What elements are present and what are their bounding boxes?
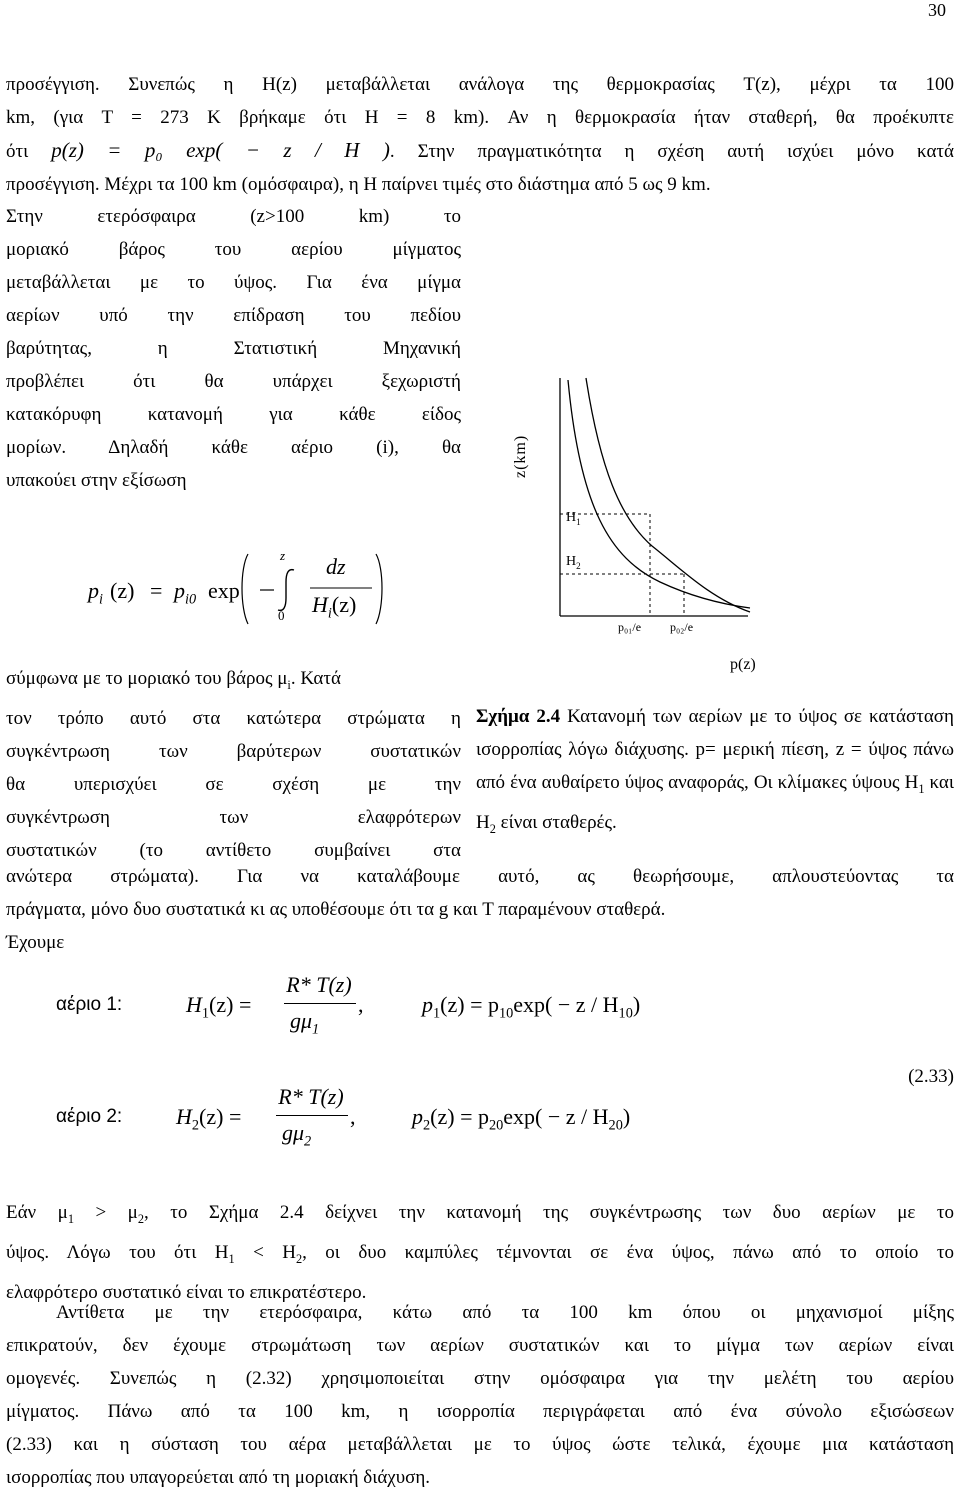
text-line: ελαφρότερο συστατικό είναι το επικρατέστερο. bbox=[6, 1281, 367, 1303]
formula-p-i0: $p_{i0}$ bbox=[174, 578, 197, 608]
text-line: σύμφωνα με το μοριακό του βάρος $\mu_i$. Κατά bbox=[6, 668, 341, 692]
fraction-denominator: $H_i(z)$ bbox=[312, 592, 357, 622]
h1-label: $H_1$ bbox=[566, 510, 581, 527]
text-line: κατακόρυφη κατανομή για κάθε είδος bbox=[6, 404, 461, 425]
text-line: μοριακό βάρος του αερίου μίγματος bbox=[6, 239, 461, 260]
gas-2-numerator: R* T(z) bbox=[278, 1084, 344, 1109]
caption-text: Κατανομή των αερίων με το ύψος σε κατάσταση ισορροπίας λόγω διάχυσης. p= μερική πίεση, z = ύψος πάνω από ένα αυθαίρετο ύψος αναφοράς, Οι κλίμακες ύψους H bbox=[476, 706, 954, 793]
gas-1-fraction-bar bbox=[284, 1003, 356, 1004]
gas-2-pressure: $p_2(z) = p_{20}\exp( - z / H_{20})$ bbox=[412, 1104, 631, 1134]
formula-lhs: $p_i$ bbox=[88, 578, 103, 608]
gas-2-denominator: $g\mu_2$ bbox=[282, 1120, 312, 1150]
y-axis-label: z(km) bbox=[512, 434, 529, 478]
paragraph-homosphere bbox=[6, 1296, 954, 1494]
inline-formula: p(z) = p₀ exp( − z / H ) bbox=[51, 138, 390, 162]
text-line: ύψος. Λόγω του ότι $H_1 < H_2$, οι δυο καμπύλες τέμνονται σε ένα ύψος, πάνω από το οποίο το bbox=[6, 1241, 955, 1266]
text-line: Στην ετερόσφαιρα (z>100 km) το bbox=[6, 206, 461, 227]
text-line: μεταβάλλεται με το ύψος. Για ένα μίγμα bbox=[6, 272, 461, 293]
formula-equals: = bbox=[150, 578, 163, 603]
formula-exp: exp bbox=[208, 578, 240, 603]
text-line: μορίων. Δηλαδή κάθε αέριο (i), θα bbox=[6, 437, 461, 458]
gas-1-comma: , bbox=[358, 992, 364, 1017]
paragraph-molecular-weight bbox=[6, 662, 461, 867]
gas-1-pressure: $p_1(z) = p_{10}\exp( - z / H_{10})$ bbox=[422, 992, 641, 1022]
text-line: τον τρόπο αυτό στα κατώτερα στρώματα η bbox=[6, 707, 461, 729]
paragraph-heterosphere bbox=[6, 200, 461, 497]
text-line: μίγματος. Πάνω από τα 100 km, η ισορροπία περιγράφεται από ένα σύνολο εξισώσεων bbox=[6, 1401, 954, 1422]
paragraph-continuation bbox=[6, 860, 954, 959]
text-fragment: . Στην πραγματικότητα η σχέση αυτή ισχύει μόνο κατά bbox=[389, 141, 954, 162]
figure-plot bbox=[520, 368, 760, 698]
text-line: υπακούει στην εξίσωση bbox=[6, 470, 187, 491]
equation-gas-1 bbox=[56, 966, 716, 1046]
p02-label: p₀₂/e bbox=[670, 620, 694, 634]
text-line: αερίων υπό την επίδραση του πεδίου bbox=[6, 305, 461, 326]
curve-gas-1 bbox=[586, 378, 750, 612]
gas-1-label: αέριο 1: bbox=[56, 994, 123, 1015]
text-line: Εάν $\mu_1 > \mu_2$, το Σχήμα 2.4 δείχνει την κατανομή της συγκέντρωσης των δυο αερίων με το bbox=[6, 1202, 954, 1226]
text-line: προσέγγιση. Μέχρι τα 100 km (ομόσφαιρα), η H παίρνει τιμές στο διάστημα από 5 ως 9 km. bbox=[6, 174, 711, 195]
text-line: km, (για T = 273 K βρήκαμε ότι H = 8 km). Αν η θερμοκρασία ήταν σταθερή, θα προέκυπτε bbox=[6, 107, 954, 128]
text-line-with-formula bbox=[6, 134, 954, 168]
text-line: (2.33) και η σύσταση του αέρα μεταβάλλεται με το ύψος ώστε τελικά, έχουμε μια κατάσταση bbox=[6, 1434, 954, 1455]
text-line: θα υπερισχύει σε σχέση με την bbox=[6, 773, 461, 795]
caption-label: Σχήμα 2.4 bbox=[476, 706, 561, 727]
integral-lower-limit: 0 bbox=[278, 608, 285, 623]
gas-1-numerator: R* T(z) bbox=[286, 972, 352, 997]
figure-gas-distribution bbox=[512, 368, 760, 698]
integral-upper-limit: z bbox=[280, 548, 286, 563]
page-number: 30 bbox=[928, 0, 946, 20]
text-line: Αντίθετα με την ετερόσφαιρα, κάτω από τα 100 km όπου οι μηχανισμοί μίξης bbox=[56, 1302, 954, 1323]
gas-2-comma: , bbox=[350, 1104, 356, 1129]
text-line: πράγματα, μόνο δυο συστατικά κι ας υποθέσουμε ότι τα g και T παραμένουν σταθερά. bbox=[6, 899, 666, 920]
text-line: ομογενές. Συνεπώς η (2.32) χρησιμοποιείται στην ομόσφαιρα για την μελέτη του αερίου bbox=[6, 1368, 954, 1389]
h2-label: $H_2$ bbox=[566, 554, 581, 571]
text-line: ανώτερα στρώματα). Για να καταλάβουμε αυτό, ας θεωρήσουμε, απλουστεύοντας τα bbox=[6, 866, 954, 887]
gas-1-denominator: $g\mu_1$ bbox=[290, 1008, 320, 1038]
text-line: συγκέντρωση των βαρύτερων συστατικών bbox=[6, 740, 461, 762]
equation-gas-2 bbox=[56, 1078, 716, 1158]
text-line: προσέγγιση. Συνεπώς η H(z) μεταβάλλεται ανάλογα της θερμοκρασίας T(z), μέχρι τα 100 bbox=[6, 74, 954, 95]
paragraph-curves-intersect bbox=[6, 1196, 954, 1309]
figure-caption: Σχήμα 2.4 Κατανομή των αερίων με το ύψος σε κατάσταση ισορροπίας λόγω διάχυσης. p= μερική πίεση, z = ύψος πάνω από ένα αυθαίρετο ύψος αναφοράς, Οι κλίμακες ύψους $H_1$ και $H_2$ είναι σταθερές. bbox=[476, 706, 954, 836]
text-line: επικρατούν, δεν έχουμε στρωμάτωση των αερίων συστατικών και το μίγμα των αερίων είναι bbox=[6, 1335, 954, 1356]
equation-integral bbox=[88, 548, 388, 628]
text-line: βαρύτητας, η Στατιστική Μηχανική bbox=[6, 338, 461, 359]
p01-label: p₀₁/e bbox=[618, 620, 642, 634]
paragraph-intro bbox=[6, 68, 954, 201]
gas-2-fraction-bar bbox=[276, 1115, 348, 1116]
text-line: συγκέντρωση των ελαφρότερων bbox=[6, 806, 461, 828]
equation-number: (2.33) bbox=[908, 1066, 954, 1087]
text-line: προβλέπει ότι θα υπάρχει ξεχωριστή bbox=[6, 371, 461, 392]
formula-z: (z) bbox=[110, 578, 135, 603]
gas-1-H: $H_1(z)$ = bbox=[186, 992, 252, 1022]
gas-2-H: $H_2(z)$ = bbox=[176, 1104, 242, 1134]
x-axis-label: p(z) bbox=[730, 656, 756, 673]
text-line: ισορροπίας που υπαγορεύεται από τη μοριακή διάχυση. bbox=[6, 1467, 431, 1488]
text-fragment: ότι bbox=[6, 141, 29, 162]
text-line: Έχουμε bbox=[6, 932, 65, 953]
fraction-numerator: dz bbox=[326, 554, 346, 579]
text-line: συστατικών (το αντίθετο συμβαίνει στα bbox=[6, 839, 461, 861]
gas-2-label: αέριο 2: bbox=[56, 1106, 123, 1127]
